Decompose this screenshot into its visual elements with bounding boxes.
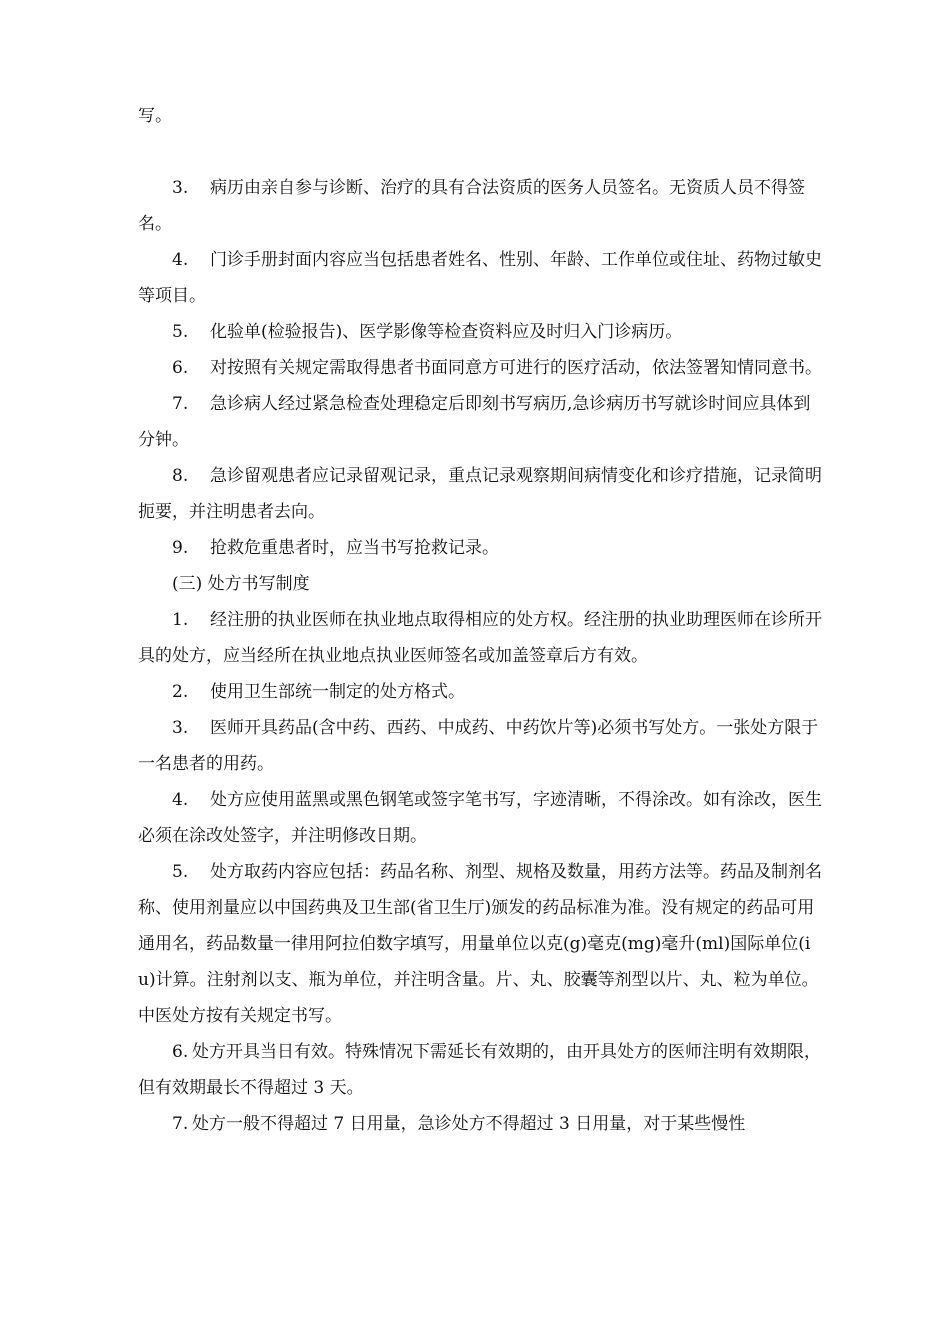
item-text: 抢救危重患者时，应当书写抢救记录。 bbox=[210, 538, 499, 558]
item-text: 使用卫生部统一制定的处方格式。 bbox=[210, 682, 465, 702]
item-text: 处方应使用蓝黑或黑色钢笔或签字笔书写，字迹清晰，不得涂改。如有涂改，医生必须在涂改处签字，并注明修改日期。 bbox=[138, 790, 822, 846]
list-item bbox=[138, 530, 822, 566]
item-number: 6. bbox=[172, 358, 189, 378]
list-item bbox=[138, 386, 822, 458]
list-item bbox=[138, 314, 822, 350]
paragraph-gap bbox=[138, 134, 822, 170]
continuation-line: 写。 bbox=[138, 106, 172, 126]
list-item bbox=[138, 1106, 822, 1142]
item-number: 3. bbox=[172, 718, 189, 738]
item-number: 7. bbox=[172, 394, 189, 414]
list-item bbox=[138, 1034, 822, 1106]
item-text: 急诊病人经过紧急检查处理稳定后即刻书写病历,急诊病历书写就诊时间应具体到分钟。 bbox=[138, 394, 811, 450]
item-text: 医师开具药品(含中药、西药、中成药、中药饮片等)必须书写处方。一张处方限于一名患者的用药。 bbox=[138, 718, 819, 774]
list-item bbox=[138, 350, 822, 386]
item-number: 8. bbox=[172, 466, 189, 486]
item-text: 对按照有关规定需取得患者书面同意方可进行的医疗活动，依法签署知情同意书。 bbox=[210, 358, 822, 378]
item-number: 9. bbox=[172, 538, 189, 558]
list-item bbox=[138, 458, 822, 530]
item-text: 病历由亲自参与诊断、治疗的具有合法资质的医务人员签名。无资质人员不得签名。 bbox=[138, 178, 805, 234]
item-number: 4. bbox=[172, 790, 189, 810]
list-item bbox=[138, 782, 822, 854]
item-number: 2. bbox=[172, 682, 189, 702]
section-heading: (三) 处方书写制度 bbox=[172, 574, 310, 594]
item-text: 经注册的执业医师在执业地点取得相应的处方权。经注册的执业助理医师在诊所开具的处方，应当经所在执业地点执业医师签名或加盖签章后方有效。 bbox=[138, 610, 822, 666]
item-number: 5. bbox=[172, 862, 189, 882]
item-number: 7. bbox=[172, 1114, 189, 1134]
item-text: 处方一般不得超过 7 日用量，急诊处方不得超过 3 日用量，对于某些慢性 bbox=[192, 1114, 746, 1134]
item-number: 1. bbox=[172, 610, 189, 630]
item-text: 处方取药内容应包括：药品名称、剂型、规格及数量，用药方法等。药品及制剂名称、使用剂量应以中国药典及卫生部(省卫生厅)颁发的药品标准为准。没有规定的药品可用通用名，药品数量一律用阿拉伯数字填写，用量单位以克(g)毫克(mg)毫升(ml)国际单位(iu)计算。注射剂以支、瓶为单位，并注明含量。片、丸、胶囊等剂型以片、丸、粒为单位。中医处方按有关规定书写。 bbox=[138, 862, 822, 1026]
item-number: 3. bbox=[172, 178, 189, 198]
list-item bbox=[138, 710, 822, 782]
list-item bbox=[138, 674, 822, 710]
item-number: 4. bbox=[172, 250, 189, 270]
item-number: 5. bbox=[172, 322, 189, 342]
item-number: 6. bbox=[172, 1042, 189, 1062]
list-item bbox=[138, 242, 822, 314]
list-item bbox=[138, 602, 822, 674]
list-item bbox=[138, 170, 822, 242]
item-text: 门诊手册封面内容应当包括患者姓名、性别、年龄、工作单位或住址、药物过敏史等项目。 bbox=[138, 250, 822, 306]
item-text: 处方开具当日有效。特殊情况下需延长有效期的，由开具处方的医师注明有效期限，但有效期最长不得超过 3 天。 bbox=[138, 1042, 821, 1098]
item-text: 化验单(检验报告)、医学影像等检查资料应及时归入门诊病历。 bbox=[210, 322, 683, 342]
item-text: 急诊留观患者应记录留观记录，重点记录观察期间病情变化和诊疗措施，记录简明扼要，并注明患者去向。 bbox=[138, 466, 822, 522]
list-item bbox=[138, 854, 822, 1034]
